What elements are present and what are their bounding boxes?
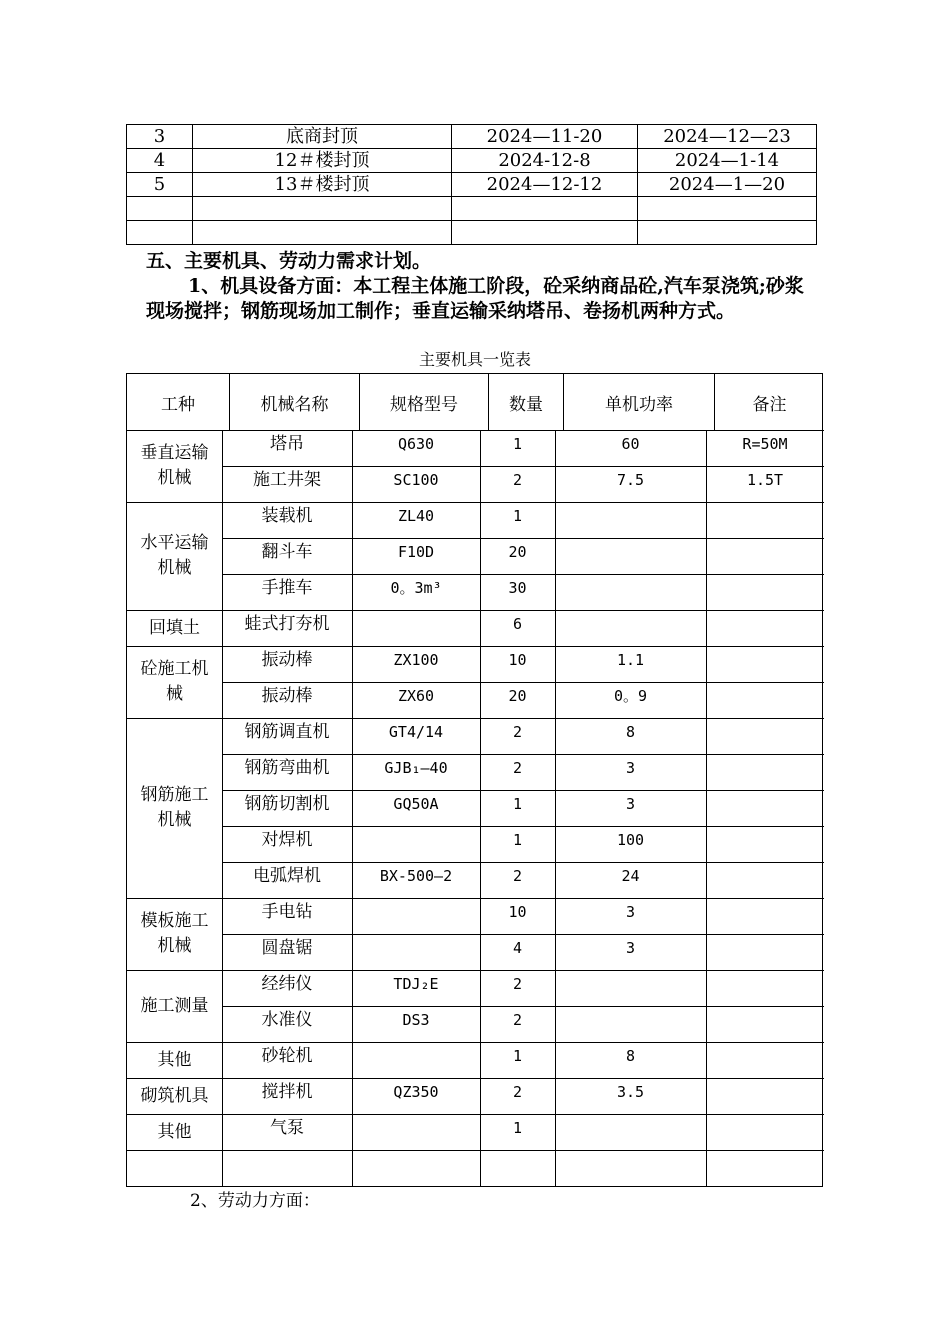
equipment-paragraph: 1、机具设备方面：本工程主体施工阶段，砼采纳商品砼,汽车泵浇筑;砂浆现场搅拌；钢筋现场加工制作；垂直运输采纳塔吊、卷扬机两种方式。 xyxy=(146,275,804,322)
row-divider xyxy=(127,1114,824,1115)
row-divider xyxy=(222,862,824,863)
machine-qty-cell: 2 xyxy=(512,1083,523,1101)
schedule-row xyxy=(127,197,817,221)
machine-note-cell: R=50M xyxy=(742,435,788,453)
row-divider xyxy=(222,538,824,539)
row-divider xyxy=(127,1150,824,1151)
machine-name-cell: 振动棒 xyxy=(261,650,313,670)
category-cell: 其他 xyxy=(157,1049,192,1070)
schedule-cell-end: 2024—1—20 xyxy=(638,173,817,197)
schedule-cell-item xyxy=(193,197,452,221)
machine-name-cell: 振动棒 xyxy=(261,686,313,706)
machine-qty-cell: 20 xyxy=(508,543,527,561)
schedule-cell-start xyxy=(452,197,638,221)
machine-name-cell: 砂轮机 xyxy=(261,1046,313,1066)
category-cell: 水平运输机械 xyxy=(140,533,209,578)
machine-name-cell: 气泵 xyxy=(270,1118,304,1138)
machine-name-cell: 搅拌机 xyxy=(261,1082,313,1102)
column-header: 单机功率 xyxy=(564,374,715,430)
machine-power-cell: 7.5 xyxy=(616,471,645,489)
row-divider xyxy=(127,1078,824,1079)
column-divider xyxy=(480,430,481,1186)
category-cell: 垂直运输机械 xyxy=(140,443,209,488)
schedule-row xyxy=(127,125,817,149)
machine-qty-cell: 10 xyxy=(508,651,527,669)
row-divider xyxy=(222,826,824,827)
machine-spec-cell: GJB₁—40 xyxy=(384,759,448,777)
table-caption: 主要机具一览表 xyxy=(418,350,531,369)
machine-note-cell: 1.5T xyxy=(746,471,784,489)
machine-name-cell: 翻斗车 xyxy=(261,542,313,562)
row-divider xyxy=(127,1042,824,1043)
machine-name-cell: 蛙式打夯机 xyxy=(244,614,330,634)
machine-name-cell: 钢筋调直机 xyxy=(244,722,330,742)
machine-name-cell: 电弧焊机 xyxy=(253,866,321,886)
row-divider xyxy=(222,466,824,467)
machine-table xyxy=(126,373,823,1187)
machine-qty-cell: 1 xyxy=(512,795,523,813)
machine-qty-cell: 30 xyxy=(508,579,527,597)
machine-spec-cell: DS3 xyxy=(402,1011,430,1029)
column-divider xyxy=(222,430,223,1186)
schedule-cell-end xyxy=(638,197,817,221)
row-divider xyxy=(222,574,824,575)
machine-qty-cell: 1 xyxy=(512,507,523,525)
machine-qty-cell: 2 xyxy=(512,759,523,777)
row-divider xyxy=(127,646,824,647)
column-header: 备注 xyxy=(752,394,787,415)
category-cell: 砌筑机具 xyxy=(140,1085,209,1106)
machine-qty-cell: 2 xyxy=(512,471,523,489)
schedule-cell-end: 2024—12—23 xyxy=(638,125,817,149)
machine-power-cell: 3 xyxy=(625,795,636,813)
machine-spec-cell: TDJ₂E xyxy=(393,975,439,993)
machine-power-cell: 3.5 xyxy=(616,1083,645,1101)
row-divider xyxy=(127,718,824,719)
labor-heading: 2、劳动力方面： xyxy=(190,1191,320,1211)
schedule-cell-start: 2024—11-20 xyxy=(452,125,638,149)
schedule-cell-item xyxy=(193,221,452,245)
machine-name-cell: 手推车 xyxy=(261,578,313,598)
machine-qty-cell: 2 xyxy=(512,975,523,993)
schedule-cell-item: 13＃楼封顶 xyxy=(193,173,452,197)
row-divider xyxy=(127,610,824,611)
machine-name-cell: 钢筋弯曲机 xyxy=(244,758,330,778)
machine-qty-cell: 1 xyxy=(512,1047,523,1065)
machine-name-cell: 水准仪 xyxy=(261,1010,313,1030)
row-divider xyxy=(127,898,824,899)
machine-power-cell: 3 xyxy=(625,759,636,777)
row-divider xyxy=(222,754,824,755)
machine-name-cell: 对焊机 xyxy=(261,830,313,850)
column-divider xyxy=(352,430,353,1186)
machine-spec-cell: ZL40 xyxy=(397,507,435,525)
machine-qty-cell: 4 xyxy=(512,939,523,957)
machine-qty-cell: 1 xyxy=(512,1119,523,1137)
machine-power-cell: 8 xyxy=(625,723,636,741)
column-header: 工种 xyxy=(127,374,230,430)
schedule-cell-no xyxy=(127,221,193,245)
machine-power-cell: 100 xyxy=(616,831,645,849)
column-header: 数量 xyxy=(489,374,564,430)
machine-name-cell: 钢筋切割机 xyxy=(244,794,330,814)
machine-spec-cell: ZX100 xyxy=(393,651,439,669)
schedule-row xyxy=(127,173,817,197)
category-cell: 模板施工机械 xyxy=(140,911,209,956)
schedule-cell-item: 底商封顶 xyxy=(193,125,452,149)
machine-power-cell: 3 xyxy=(625,903,636,921)
schedule-cell-no: 5 xyxy=(127,173,193,197)
schedule-cell-item: 12＃楼封顶 xyxy=(193,149,452,173)
machine-qty-cell: 1 xyxy=(512,831,523,849)
machine-spec-cell: F10D xyxy=(397,543,435,561)
category-cell: 钢筋施工机械 xyxy=(140,785,209,830)
machine-power-cell: 3 xyxy=(625,939,636,957)
category-cell: 砼施工机械 xyxy=(140,659,209,704)
schedule-cell-end xyxy=(638,221,817,245)
machine-spec-cell: GQ50A xyxy=(393,795,439,813)
machine-power-cell: 60 xyxy=(621,435,640,453)
machine-spec-cell: Q630 xyxy=(397,435,435,453)
machine-qty-cell: 6 xyxy=(512,615,523,633)
machine-name-cell: 塔吊 xyxy=(270,434,304,454)
category-cell: 回填土 xyxy=(149,617,200,638)
machine-spec-cell: ZX60 xyxy=(397,687,435,705)
machine-qty-cell: 2 xyxy=(512,723,523,741)
column-divider xyxy=(555,430,556,1186)
schedule-cell-start xyxy=(452,221,638,245)
schedule-table xyxy=(126,124,817,245)
machine-power-cell: 24 xyxy=(621,867,640,885)
machine-qty-cell: 1 xyxy=(512,435,523,453)
machine-name-cell: 手电钻 xyxy=(261,902,313,922)
schedule-cell-no xyxy=(127,197,193,221)
schedule-row xyxy=(127,149,817,173)
row-divider xyxy=(222,790,824,791)
machine-name-cell: 装载机 xyxy=(261,506,313,526)
row-divider xyxy=(222,934,824,935)
machine-name-cell: 经纬仪 xyxy=(261,974,313,994)
schedule-cell-start: 2024—12-12 xyxy=(452,173,638,197)
machine-qty-cell: 2 xyxy=(512,1011,523,1029)
column-header: 规格型号 xyxy=(360,374,489,430)
schedule-cell-no: 4 xyxy=(127,149,193,173)
schedule-cell-no: 3 xyxy=(127,125,193,149)
row-divider xyxy=(222,682,824,683)
machine-name-cell: 圆盘锯 xyxy=(261,938,313,958)
category-cell: 其他 xyxy=(157,1121,192,1142)
machine-power-cell: 1.1 xyxy=(616,651,645,669)
header-divider xyxy=(127,430,824,431)
category-cell: 施工测量 xyxy=(140,995,209,1016)
machine-spec-cell: 0。3m³ xyxy=(390,579,442,597)
schedule-row xyxy=(127,221,817,245)
machine-spec-cell: SC100 xyxy=(393,471,439,489)
schedule-cell-end: 2024—1-14 xyxy=(638,149,817,173)
machine-spec-cell: BX-500—2 xyxy=(379,867,453,885)
column-divider xyxy=(706,430,707,1186)
machine-qty-cell: 20 xyxy=(508,687,527,705)
machine-spec-cell: GT4/14 xyxy=(388,723,444,741)
row-divider xyxy=(127,970,824,971)
machine-qty-cell: 10 xyxy=(508,903,527,921)
column-header: 机械名称 xyxy=(230,374,360,430)
row-divider xyxy=(127,502,824,503)
category-cell xyxy=(127,1150,222,1186)
schedule-cell-start: 2024-12-8 xyxy=(452,149,638,173)
section-title: 五、主要机具、劳动力需求计划。 xyxy=(146,250,432,272)
machine-power-cell: 0。9 xyxy=(613,687,648,705)
machine-qty-cell: 2 xyxy=(512,867,523,885)
machine-power-cell: 8 xyxy=(625,1047,636,1065)
row-divider xyxy=(222,1006,824,1007)
machine-name-cell: 施工井架 xyxy=(253,470,321,490)
machine-spec-cell: QZ350 xyxy=(393,1083,439,1101)
